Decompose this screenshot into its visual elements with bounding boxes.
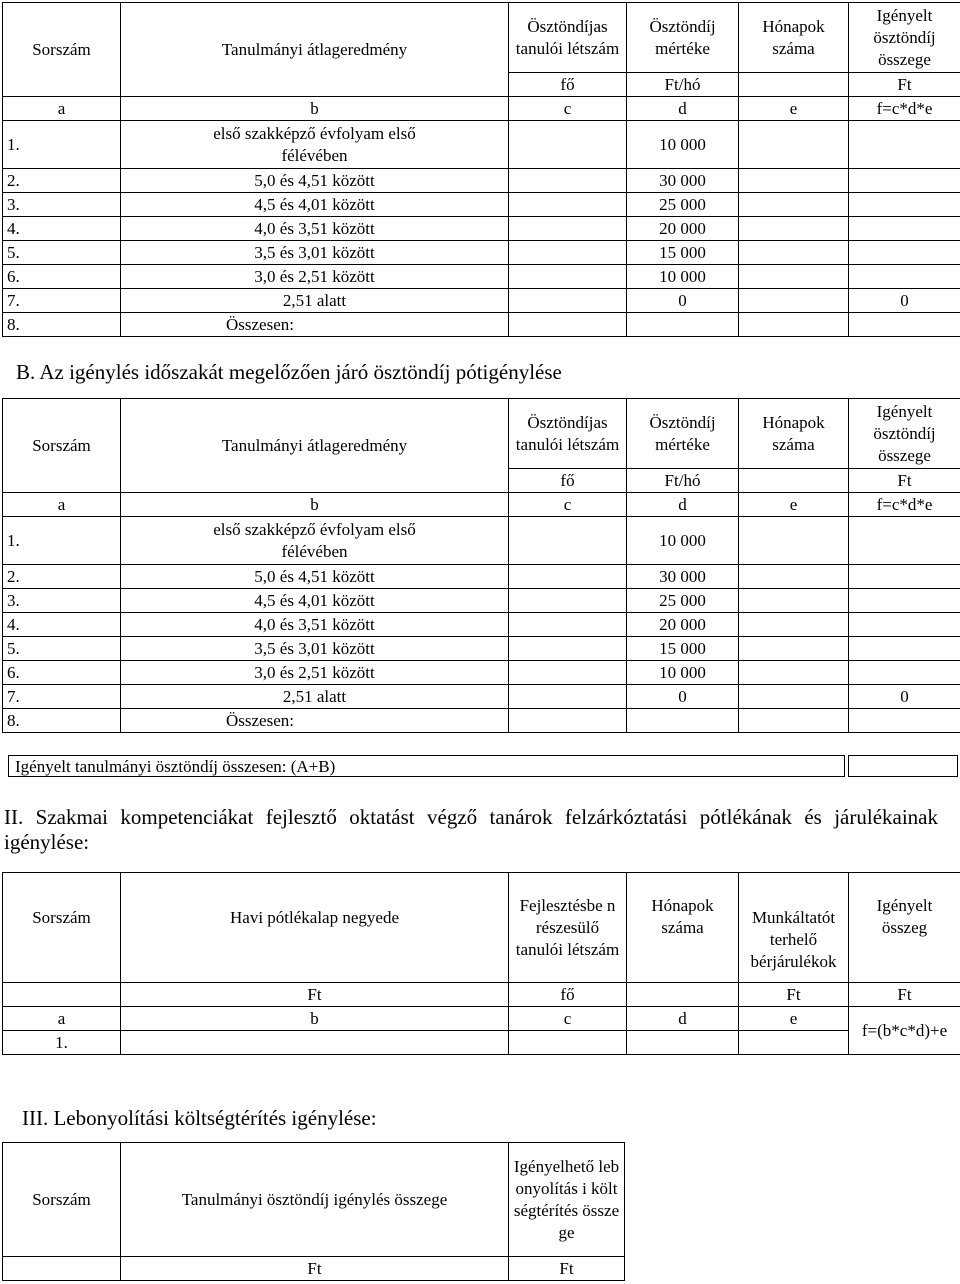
col-header-igenyelheto: Igényelhető lebonyolítás i költségtérítés összege — [509, 1143, 625, 1257]
unit-row — [3, 983, 960, 1007]
unit-fth: Ft/hó — [627, 73, 739, 97]
col-header-mertek: Ösztöndíj mértéke — [627, 399, 739, 469]
row-rate: 20 000 — [627, 613, 739, 637]
table-row — [3, 565, 960, 589]
row-honapok[interactable] — [739, 169, 849, 193]
row-letszam[interactable] — [509, 661, 627, 685]
teacher-allowance-table — [2, 872, 960, 1055]
table-row — [3, 169, 960, 193]
row-letszam[interactable] — [509, 313, 627, 337]
row-letszam[interactable] — [509, 589, 627, 613]
row-number: 4. — [3, 217, 121, 241]
unit-ft: Ft — [849, 469, 960, 493]
col-header-letszam: Fejlesztésbe n részesülő tanulói létszám — [509, 873, 627, 983]
table-header-row — [3, 1143, 625, 1257]
letter-b: b — [121, 493, 509, 517]
col-header-igenyelt: Igényelt összeg — [849, 873, 960, 983]
unit-empty — [739, 73, 849, 97]
row-honapok[interactable] — [739, 241, 849, 265]
table-row — [3, 193, 960, 217]
row-total[interactable] — [849, 241, 960, 265]
table-row — [3, 589, 960, 613]
total-ab-row — [8, 755, 960, 779]
row-letszam[interactable] — [509, 121, 627, 169]
letter-f: f=(b*c*d)+e — [849, 1007, 960, 1055]
letter-f: f=c*d*e — [849, 97, 960, 121]
row-total[interactable] — [849, 517, 960, 565]
row-honapok[interactable] — [739, 589, 849, 613]
row-letszam[interactable] — [509, 685, 627, 709]
row-honapok[interactable] — [739, 565, 849, 589]
row-total[interactable] — [849, 709, 960, 733]
unit-fo: fő — [509, 73, 627, 97]
table-row — [3, 517, 960, 565]
row-total[interactable] — [849, 313, 960, 337]
row-honapok[interactable] — [739, 289, 849, 313]
col-header-honapok: Hónapok száma — [739, 3, 849, 73]
row-rate: 10 000 — [627, 517, 739, 565]
admin-cost-table — [2, 1142, 625, 1281]
row-number: 7. — [3, 289, 121, 313]
row-label: Összesen: — [121, 709, 509, 733]
unit-empty — [3, 983, 121, 1007]
row-honapok[interactable] — [739, 193, 849, 217]
row-rate: 15 000 — [627, 637, 739, 661]
col-header-honapok: Hónapok száma — [739, 399, 849, 469]
row-letszam[interactable] — [509, 709, 627, 733]
row-number: 7. — [3, 685, 121, 709]
row-honapok[interactable] — [739, 685, 849, 709]
row-label: első szakképző évfolyam első félévében — [121, 121, 509, 169]
row-number: 2. — [3, 169, 121, 193]
letter-e: e — [739, 1007, 849, 1031]
row-total[interactable] — [849, 565, 960, 589]
unit-b: Ft — [121, 1257, 509, 1281]
row-number: 6. — [3, 661, 121, 685]
rows-b — [3, 517, 960, 733]
unit-fo: fő — [509, 469, 627, 493]
row-label: 4,0 és 3,51 között — [121, 217, 509, 241]
row-rate: 10 000 — [627, 265, 739, 289]
scholarship-table-a — [2, 2, 960, 337]
rows-a — [3, 121, 960, 337]
col-header-sorszam: Sorszám — [3, 3, 121, 97]
row-letszam[interactable] — [509, 217, 627, 241]
col-header-jarulek: Munkáltatót terhelő bérjárulékok — [739, 873, 849, 983]
letter-c: c — [509, 493, 627, 517]
table-row — [3, 613, 960, 637]
row-number: 8. — [3, 709, 121, 733]
row-label: 2,51 alatt — [121, 685, 509, 709]
unit-c: Ft — [509, 1257, 625, 1281]
row-letszam[interactable] — [509, 613, 627, 637]
scholarship-table-b — [2, 398, 960, 733]
row-rate: 10 000 — [627, 121, 739, 169]
row-label: első szakképző évfolyam első félévében — [121, 517, 509, 565]
row-letszam[interactable] — [509, 637, 627, 661]
row-honapok[interactable] — [739, 637, 849, 661]
row-total[interactable] — [849, 217, 960, 241]
row-total[interactable] — [849, 169, 960, 193]
unit-empty — [739, 469, 849, 493]
table-row — [3, 637, 960, 661]
unit-empty — [3, 1257, 121, 1281]
row-number: 1. — [3, 1031, 121, 1055]
row-number: 1. — [3, 121, 121, 169]
col-header-potlek: Havi pótlékalap negyede — [121, 873, 509, 983]
unit-f: Ft — [849, 983, 960, 1007]
letter-row — [3, 1007, 960, 1031]
cell-e[interactable] — [739, 1031, 849, 1055]
unit-ft: Ft — [849, 73, 960, 97]
row-total[interactable] — [849, 661, 960, 685]
section-b-title: B. Az igénylés időszakát megelőzően járó ösztöndíj pótigénylése — [16, 360, 562, 384]
table-header-row — [3, 873, 960, 983]
row-letszam[interactable] — [509, 289, 627, 313]
row-rate: 25 000 — [627, 193, 739, 217]
row-letszam[interactable] — [509, 565, 627, 589]
row-rate: 25 000 — [627, 589, 739, 613]
row-rate: 10 000 — [627, 661, 739, 685]
letter-row — [3, 97, 960, 121]
letter-row — [3, 493, 960, 517]
row-total[interactable] — [849, 637, 960, 661]
table-row — [3, 685, 960, 709]
row-letszam[interactable] — [509, 169, 627, 193]
table-header-row — [3, 3, 960, 73]
letter-c: c — [509, 1007, 627, 1031]
row-label: 5,0 és 4,51 között — [121, 169, 509, 193]
letter-d: d — [627, 97, 739, 121]
row-label: 3,0 és 2,51 között — [121, 661, 509, 685]
table-row — [3, 217, 960, 241]
col-header-sorszam: Sorszám — [3, 399, 121, 493]
letter-a: a — [3, 493, 121, 517]
row-total[interactable] — [849, 613, 960, 637]
letter-f: f=c*d*e — [849, 493, 960, 517]
row-number: 6. — [3, 265, 121, 289]
row-honapok[interactable] — [739, 121, 849, 169]
row-number: 2. — [3, 565, 121, 589]
row-total[interactable]: 0 — [849, 685, 960, 709]
row-total[interactable] — [849, 589, 960, 613]
row-rate: 15 000 — [627, 241, 739, 265]
row-letszam[interactable] — [509, 193, 627, 217]
col-header-sorszam: Sorszám — [3, 1143, 121, 1257]
table-row — [3, 289, 960, 313]
unit-fth: Ft/hó — [627, 469, 739, 493]
row-rate: 0 — [627, 289, 739, 313]
row-letszam[interactable] — [509, 241, 627, 265]
row-label: 5,0 és 4,51 között — [121, 565, 509, 589]
row-rate: 20 000 — [627, 217, 739, 241]
table-row — [3, 313, 960, 337]
col-header-letszam: Ösztöndíjas tanulói létszám — [509, 3, 627, 73]
letter-e: e — [739, 97, 849, 121]
col-header-atlag: Tanulmányi átlageredmény — [121, 3, 509, 97]
row-honapok[interactable] — [739, 265, 849, 289]
letter-b: b — [121, 1007, 509, 1031]
row-label: 2,51 alatt — [121, 289, 509, 313]
row-label: 4,5 és 4,01 között — [121, 589, 509, 613]
row-total[interactable]: 0 — [849, 289, 960, 313]
letter-d: d — [627, 1007, 739, 1031]
row-label: 4,0 és 3,51 között — [121, 613, 509, 637]
table-row — [3, 241, 960, 265]
total-ab-label: Igényelt tanulmányi ösztöndíj összesen: (A+B) — [8, 755, 845, 777]
total-ab-value-field[interactable] — [848, 755, 958, 777]
row-label: 4,5 és 4,01 között — [121, 193, 509, 217]
row-rate: 30 000 — [627, 169, 739, 193]
letter-c: c — [509, 97, 627, 121]
cell-b[interactable] — [121, 1031, 509, 1055]
row-total[interactable] — [849, 121, 960, 169]
row-honapok[interactable] — [739, 217, 849, 241]
cell-c[interactable] — [509, 1031, 627, 1055]
col-header-igenyelt: Igényelt ösztöndíj összege — [849, 399, 960, 469]
table-row — [3, 265, 960, 289]
letter-d: d — [627, 493, 739, 517]
row-honapok[interactable] — [739, 613, 849, 637]
row-label: 3,0 és 2,51 között — [121, 265, 509, 289]
row-label: 3,5 és 3,01 között — [121, 241, 509, 265]
table-row — [3, 1031, 960, 1055]
unit-row — [3, 1257, 625, 1281]
col-header-igenyelt: Igényelt ösztöndíj összege — [849, 3, 960, 73]
row-label: 3,5 és 3,01 között — [121, 637, 509, 661]
table-row — [3, 121, 960, 169]
col-header-letszam: Ösztöndíjas tanulói létszám — [509, 399, 627, 469]
table-header-row — [3, 399, 960, 469]
row-number: 5. — [3, 637, 121, 661]
row-honapok[interactable] — [739, 313, 849, 337]
table-row — [3, 661, 960, 685]
row-honapok[interactable] — [739, 661, 849, 685]
unit-b: Ft — [121, 983, 509, 1007]
row-label: Összesen: — [121, 313, 509, 337]
row-rate — [627, 709, 739, 733]
row-number: 3. — [3, 589, 121, 613]
row-letszam[interactable] — [509, 517, 627, 565]
letter-a: a — [3, 97, 121, 121]
unit-empty — [627, 983, 739, 1007]
cell-d[interactable] — [627, 1031, 739, 1055]
row-honapok[interactable] — [739, 709, 849, 733]
unit-c: fő — [509, 983, 627, 1007]
row-rate: 0 — [627, 685, 739, 709]
col-header-mertek: Ösztöndíj mértéke — [627, 3, 739, 73]
row-number: 3. — [3, 193, 121, 217]
unit-e: Ft — [739, 983, 849, 1007]
section-iii-title: III. Lebonyolítási költségtérítés igénylése: — [22, 1106, 377, 1130]
col-header-honapok: Hónapok száma — [627, 873, 739, 983]
row-number: 5. — [3, 241, 121, 265]
row-letszam[interactable] — [509, 265, 627, 289]
col-header-atlag: Tanulmányi átlageredmény — [121, 399, 509, 493]
col-header-osszeg: Tanulmányi ösztöndíj igénylés összege — [121, 1143, 509, 1257]
letter-b: b — [121, 97, 509, 121]
row-number: 8. — [3, 313, 121, 337]
row-rate: 30 000 — [627, 565, 739, 589]
table-row — [3, 709, 960, 733]
letter-e: e — [739, 493, 849, 517]
row-number: 1. — [3, 517, 121, 565]
row-rate — [627, 313, 739, 337]
col-header-sorszam: Sorszám — [3, 873, 121, 983]
row-number: 4. — [3, 613, 121, 637]
row-honapok[interactable] — [739, 517, 849, 565]
row-total[interactable] — [849, 193, 960, 217]
letter-a: a — [3, 1007, 121, 1031]
section-ii-title: II. Szakmai kompetenciákat fejlesztő oktatást végző tanárok felzárkóztatási pótlékának és járulékainak igénylése: — [4, 805, 938, 854]
row-total[interactable] — [849, 265, 960, 289]
